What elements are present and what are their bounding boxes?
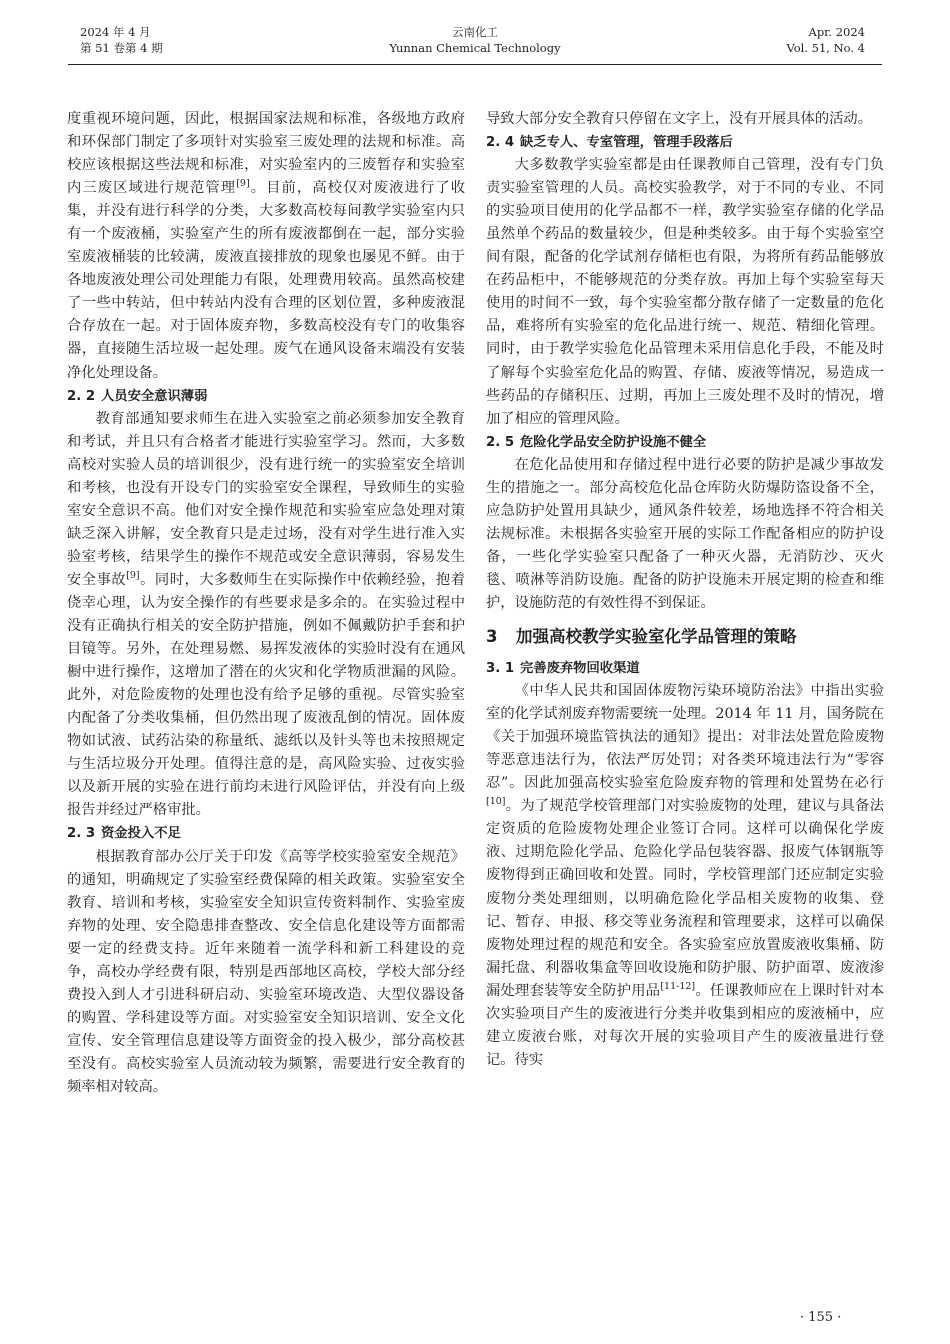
paragraph (486, 680, 884, 1072)
text-run: 。为了规范学校管理部门对实验废物的处理，建议与具备法定资质的危险废物处理企业签订合同。这样可以确保化学废液、过期危险化学品、危险化学品包装容器、报废气体钢瓶等废物得到正确回收和处置。同时，学校管理部门还应制定实验废物分类处理细则，以明确危险化学品相关废物的收集、登记、暂存、申报、移交等业务流程和管理要求，这样可以确保废物处理过程的规范和安全。各实验室应放置废液收集桶、防漏托盘、利器收集盒等回收设施和防护服、防护面罩、废液渗漏处理套装等安全防护用品 (486, 798, 884, 999)
section-title: 危险化学品安全防护设施不健全 (520, 434, 707, 450)
header-volume-en: Vol. 51, No. 4 (786, 41, 865, 55)
journal-name-cn: 云南化工 (452, 25, 498, 39)
section-number: 2. 5 (486, 434, 515, 450)
text-run: 。同时，大多数师生在实际操作中依赖经验，抱着侥幸心理，认为安全操作的有些要求是多余的。在实验过程中没有正确执行相关的安全防护措施，例如不佩戴防护手套和护目镜等。另外，在处理易燃、易挥发液体的实验时没有在通风橱中进行操作，这增加了潜在的火灾和化学物质泄漏的风险。此外，对危险废物的处理也没有给予足够的重视。尽管实验室内配备了分类收集桶，但仍然出现了废液乱倒的情况。固体废物如试液、试药沾染的称量纸、滤纸以及针头等也未按照规定与生活垃圾分开处理。值得注意的是，高风险实验、过夜实验以及新开展的实验在进行前均未进行风险评估，并没有向上级报告并经过严格审批。 (67, 571, 466, 819)
paragraph: 根据教育部办公厅关于印发《高等学校实验室安全规范》的通知，明确规定了实验室经费保障的相关政策。实验室安全教育、培训和考核，实验室安全知识宣传资料制作、实验室废弃物的处理、安全隐患排查整改、安全信息化建设等方面都需要一定的经费支持。近年来随着一流学科和新工科建设的竞争，高校办学经费有限，特别是西部地区高校，学校大部分经费投入到人才引进科研启动、实验室环境改造、大型仪器设备的购置、学科建设等方面。对实验室安全知识培训、安全文化宣传、安全管理信息建设等方面资金的投入极少，部分高校甚至没有。高校实验室人员流动较为频繁，需要进行安全教育的频率相对较高。 (67, 848, 465, 1095)
paragraph: 导致大部分安全教育只停留在文字上，没有开展具体的活动。 (486, 111, 873, 127)
header-volume: 第 51 卷第 4 期 (80, 41, 163, 55)
section-number: 2. 4 (486, 135, 515, 151)
text-run: 教育部通知要求师生在进入实验室之前必须参加安全教育和考试，并且只有合格者才能进行实验室学习。然而，大多数高校对实验人员的培训很少，没有进行统一的实验室安全培训和考核，也没有开设专门的实验室安全课程，导致师生的实验室安全意识不高。他们对安全操作规范和实验室应急处理对策缺乏深入讲解，安全教育只是走过场，没有对学生进行准入实验室考核，结果学生的操作不规范或安全意识薄弱，容易发生安全事故 (67, 410, 465, 588)
header-right (786, 24, 865, 56)
text-run: 《中华人民共和国固体废物污染环境防治法》中指出实验室的化学试剂废弃物需要统一处理。2014 年 11 月，国务院在《关于加强环境监管执法的通知》提出：对非法处置危险废物等恶意违法行为，依法严厉处罚；对各类环境违法行为“零容忍”。因此加强高校实验室危险废弃物的管理和处置势在必行 (486, 683, 884, 792)
section-number: 2. 2 (67, 388, 96, 404)
section-title: 完善废弃物回收渠道 (520, 661, 640, 677)
section-3-heading (486, 625, 884, 649)
left-column (67, 108, 465, 1099)
citation: [9] (236, 178, 250, 190)
section-title: 资金投入不足 (101, 826, 181, 842)
header-date-en: Apr. 2024 (808, 25, 865, 39)
text-run: 。目前，高校仅对废液进行了收集，并没有进行科学的分类，大多数高校每间教学实验室内只有一个废液桶，实验室产生的所有废液都倒在一起，部分实验室废液桶装的比较满，废液直接排放的现象也屡见不鲜。由于各地废液处理公司处理能力有限，处理费用较高。虽然高校建了一些中转站，但中转站内没有合理的区划位置，多种废液混合存放在一起。对于固体废弃物，多数高校没有专门的收集容器，直接随生活垃圾一起处理。废气在通风设备末端没有安装净化处理设备。 (67, 180, 466, 381)
right-column (486, 108, 884, 1072)
citation: [9] (126, 570, 140, 582)
page-number: · 155 · (800, 1310, 842, 1325)
header-date: 2024 年 4 月 (80, 25, 151, 39)
paragraph (67, 108, 465, 385)
section-number: 2. 3 (67, 826, 96, 842)
citation: [11-12] (660, 980, 696, 992)
section-number: 3. 1 (486, 661, 515, 677)
section-title: 人员安全意识薄弱 (101, 388, 208, 404)
paragraph (67, 408, 465, 823)
text-run: 度重视环境问题，因此，根据国家法规和标准，各级地方政府和环保部门制定了多项针对实验室三废处理的法规和标准。高校应该根据这些法规和标准，对实验室内的三废暂存和实验室内三废区域进行规范管理 (67, 111, 465, 197)
section-2-3-heading (67, 822, 465, 845)
section-3-1-heading (486, 657, 884, 680)
section-2-2-heading (67, 385, 465, 408)
paragraph: 在危化品使用和存储过程中进行必要的防护是减少事故发生的措施之一。部分高校危化品仓库防火防爆防盗设备不全，应急防护处置用具缺少，通风条件较差，场地选择不符合相关法规标准。未根据各实验室开展的实际工作配备相应的防护设备，一些化学实验室只配备了一种灭火器，无消防沙、灭火毯、喷淋等消防设施。配备的防护设施未开展定期的检查和维护，设施防范的有效性得不到保证。 (486, 456, 884, 611)
section-2-4-heading (486, 131, 884, 154)
header-rule (68, 64, 882, 65)
text-run: 。任课教师应在上课时针对本次实验项目产生的废液进行分类并收集到相应的废液桶中，应建立废液台账，对每次开展的实验项目产生的废液量进行登记。待实 (486, 982, 885, 1068)
citation: [10] (486, 796, 506, 808)
section-title: 加强高校教学实验室化学品管理的策略 (516, 627, 797, 647)
section-title: 缺乏专人、专室管理，管理手段落后 (520, 135, 733, 151)
section-2-5-heading (486, 431, 884, 454)
journal-name-en: Yunnan Chemical Technology (389, 41, 561, 55)
section-number: 3 (486, 627, 498, 647)
paragraph: 大多数教学实验室都是由任课教师自己管理，没有专门负责实验室管理的人员。高校实验教学，对于不同的专业、不同的实验项目使用的化学品都不一样，教学实验室存储的化学品虽然单个药品的数量较少，但是种类较多。由于每个实验室空间有限，配备的化学试剂存储柜也有限，为将所有药品能够放在药品柜中，不能够规范的分类存放。再加上每个实验室每天使用的时间不一致，每个实验室都分散存储了一定数量的危化品，难将所有实验室的危化品进行统一、规范、精细化管理。同时，由于教学实验危化品管理未采用信息化手段，不能及时了解每个实验室危化品的购置、存储、废液等情况，易造成一些药品的存储积压、过期，再加上三废处理不及时的情况，增加了相应的管理风险。 (486, 157, 884, 427)
